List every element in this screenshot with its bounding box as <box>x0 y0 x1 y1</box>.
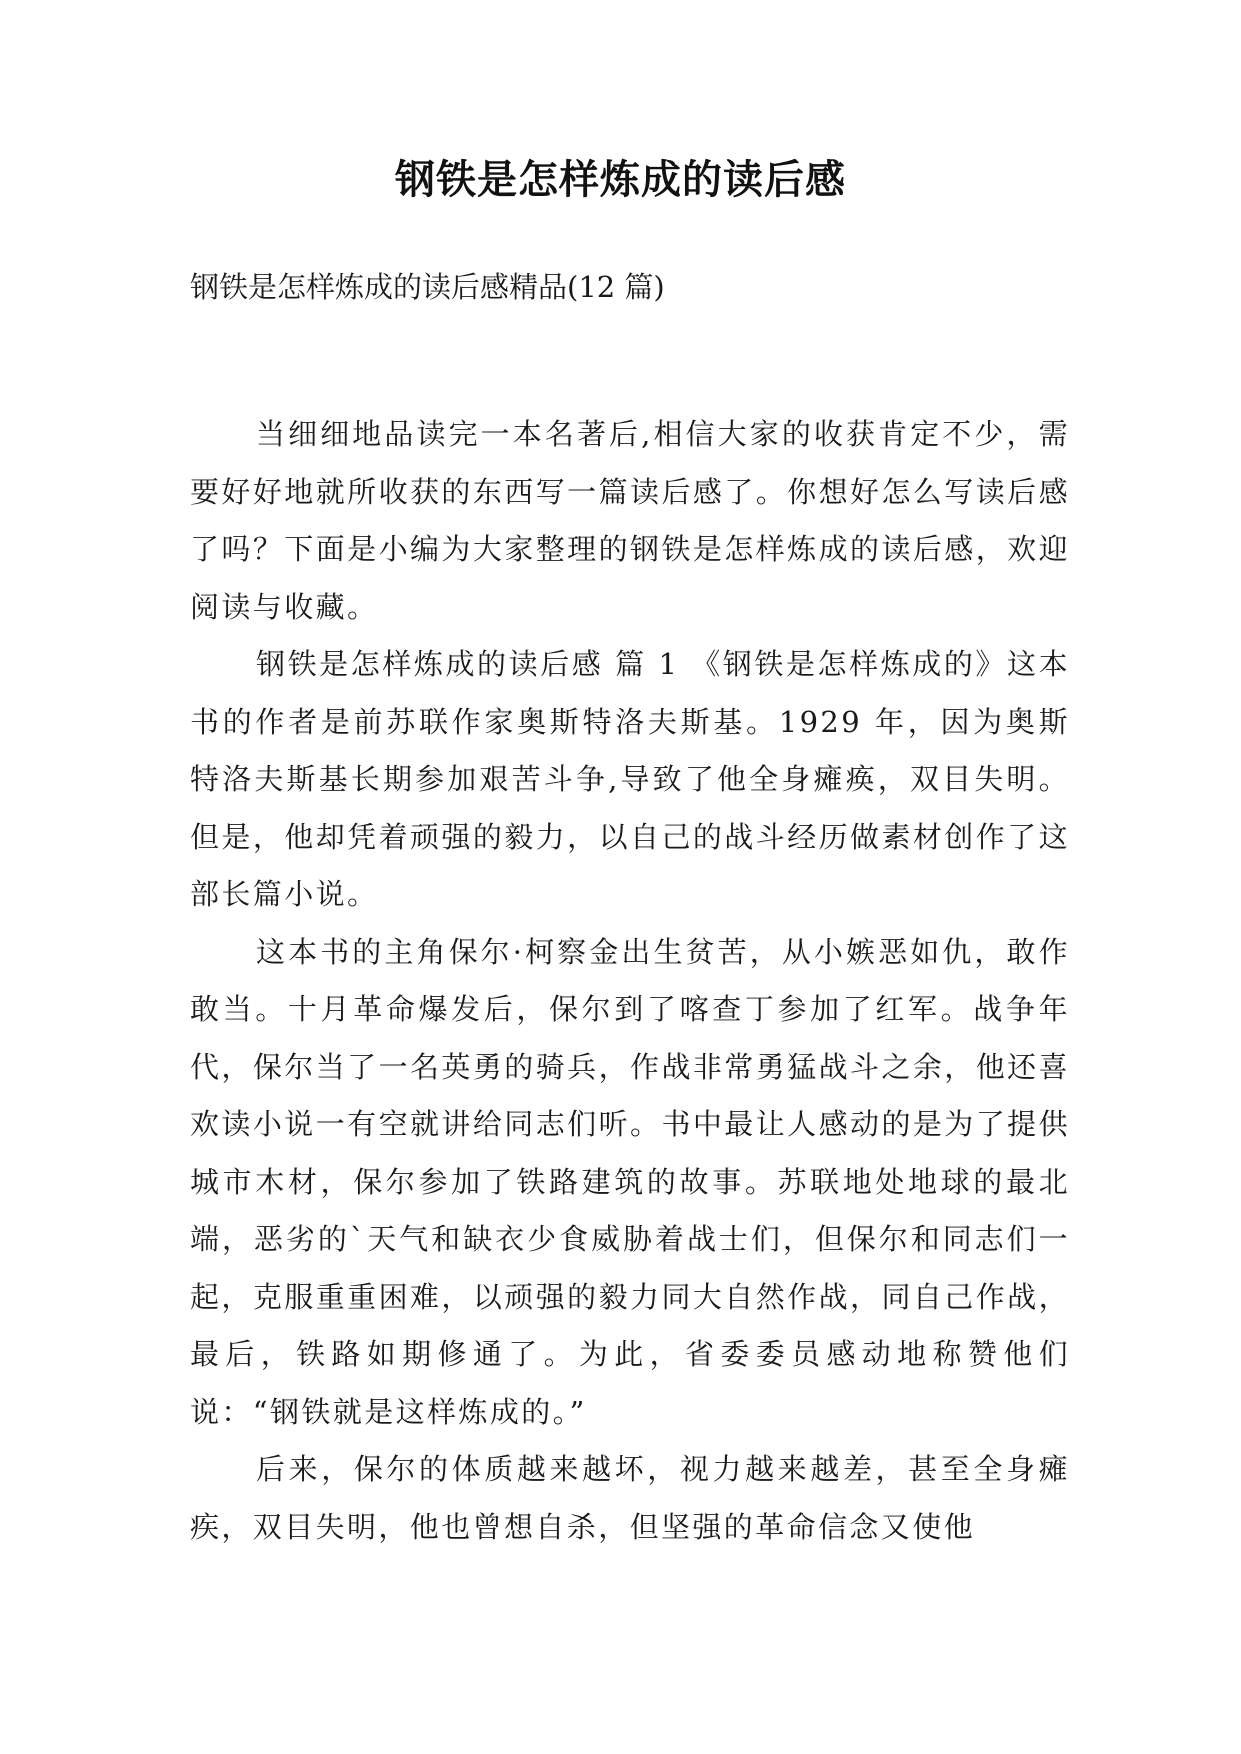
paragraph-part-1: 钢铁是怎样炼成的读后感 篇 1 《钢铁是怎样炼成的》这本书的作者是前苏联作家奥斯特洛夫斯基。1929 年，因为奥斯特洛夫斯基长期参加艰苦斗争,导致了他全身瘫痪，双目失明。但是，他却凭着顽强的毅力，以自己的战斗经历做素材创作了这部长篇小说。 <box>190 647 1070 911</box>
paragraph-intro: 当细细地品读完一本名著后,相信大家的收获肯定不少，需要好好地就所收获的东西写一篇读后感了。你想好怎么写读后感了吗？下面是小编为大家整理的钢铁是怎样炼成的读后感，欢迎阅读与收藏。 <box>190 417 1070 624</box>
paragraph-later: 后来，保尔的体质越来越坏，视力越来越差，甚至全身瘫疾，双目失明，他也曾想自杀，但坚强的革命信念又使他 <box>190 1452 1070 1544</box>
document-subtitle: 钢铁是怎样炼成的读后感精品(12 篇) <box>190 270 665 304</box>
document-title: 钢铁是怎样炼成的读后感 <box>395 156 846 203</box>
paragraph-protagonist: 这本书的主角保尔·柯察金出生贫苦，从小嫉恶如仇，敢作敢当。十月革命爆发后，保尔到了喀查丁参加了红军。战争年代，保尔当了一名英勇的骑兵，作战非常勇猛战斗之余，他还喜欢读小说一有空就讲给同志们听。书中最让人感动的是为了提供城市木材，保尔参加了铁路建筑的故事。苏联地处地球的最北端，恶劣的`天气和缺衣少食威胁着战士们，但保尔和同志们一起，克服重重困难，以顽强的毅力同大自然作战，同自己作战，最后，铁路如期修通了。为此，省委委员感动地称赞他们说：“钢铁就是这样炼成的。” <box>190 934 1070 1429</box>
document-body <box>190 406 1070 1556</box>
